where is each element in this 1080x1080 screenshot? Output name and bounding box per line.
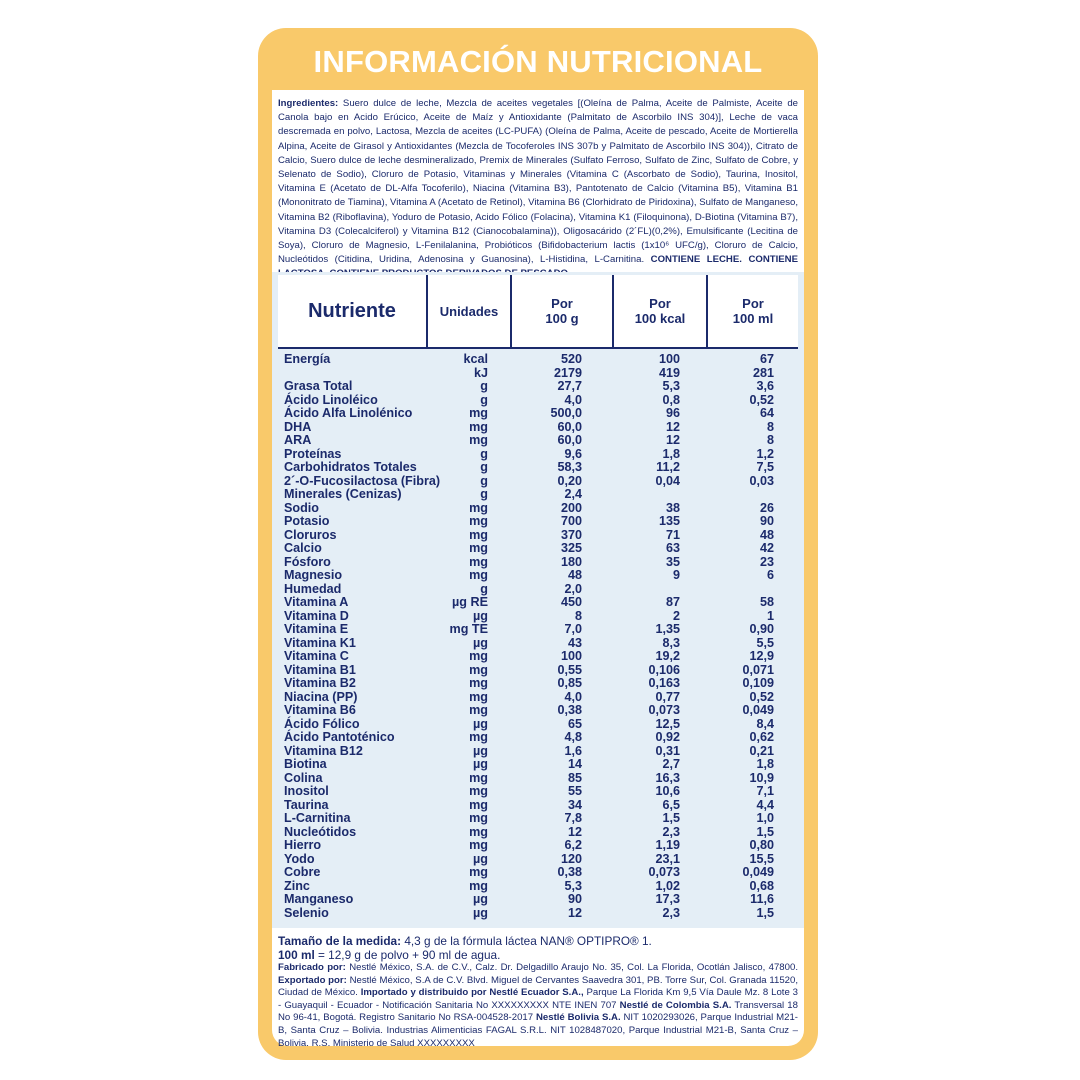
value-per-100ml: 90 xyxy=(759,514,774,528)
value-per-100ml: 42 xyxy=(759,541,774,555)
value-per-100g: 120 xyxy=(560,851,582,866)
header-per-100ml-line2: 100 ml xyxy=(732,311,774,326)
value-per-100kcal: 35 xyxy=(665,554,680,569)
table-row xyxy=(278,880,798,894)
table-row xyxy=(278,569,798,583)
nutrient-name: Cobre xyxy=(284,865,321,879)
value-per-100ml: 0,68 xyxy=(749,878,774,893)
unit-cell: µg xyxy=(473,892,488,906)
value-per-100kcal: 87 xyxy=(665,595,680,609)
colombia-text: Transversal 18 No 96-41, Bogotá. Registro Sanitario No RSA-004528-2017 xyxy=(278,999,798,1024)
table-row xyxy=(278,785,798,799)
preparation-line xyxy=(278,948,798,962)
value-per-100ml: 12,9 xyxy=(749,649,774,663)
page-title: INFORMACIÓN NUTRICIONAL xyxy=(313,44,763,79)
unit-cell: mg xyxy=(469,878,488,893)
table-row xyxy=(278,637,798,651)
table-row xyxy=(278,596,798,610)
value-per-100ml: 7,5 xyxy=(756,460,774,474)
value-per-100ml: 58 xyxy=(759,595,774,609)
nutrient-name: Vitamina B6 xyxy=(284,703,356,717)
table-row xyxy=(278,772,798,786)
nutrient-name: Selenio xyxy=(284,905,329,920)
header-nutrient: Nutriente xyxy=(308,299,396,322)
value-per-100kcal: 8,3 xyxy=(662,635,680,650)
table-row xyxy=(278,610,798,624)
unit-cell: mg xyxy=(469,838,488,852)
unit-cell: kcal xyxy=(463,352,488,366)
header-per-100kcal-line1: Por xyxy=(649,296,671,311)
unit-cell: mg xyxy=(469,662,488,677)
nutrient-name: Vitamina K1 xyxy=(284,635,356,650)
nutrient-name: Nucleótidos xyxy=(284,824,357,839)
header-units: Unidades xyxy=(439,303,499,319)
nutrient-name: Grasa Total xyxy=(284,379,353,393)
unit-cell: g xyxy=(480,581,488,596)
value-per-100g: 370 xyxy=(560,527,582,542)
table-row xyxy=(278,488,798,502)
serving-size-label: Tamaño de la medida: xyxy=(278,934,402,948)
value-per-100ml: 1,2 xyxy=(756,446,774,461)
value-per-100kcal: 419 xyxy=(658,365,680,380)
nutrient-name: Magnesio xyxy=(284,568,343,582)
imported-by-text: Parque La Florida Km 9,5 Vía Daule Mz. 8 Lote 3 - Guayaquil - Ecuador - Notificación Sanitaria No XXXXXXXXX NTE INEN 707 xyxy=(278,987,798,1011)
made-by-text: Nestlé México, S.A. de C.V., Calz. Dr. Delgadillo Araujo No. 35, Col. La Florida, Ocotlán Jalisco, 47800. xyxy=(349,962,798,973)
value-per-100g: 700 xyxy=(560,514,582,528)
value-per-100ml: 0,049 xyxy=(742,703,774,717)
table-row xyxy=(278,448,798,462)
value-per-100ml: 0,049 xyxy=(742,865,774,879)
value-per-100g: 325 xyxy=(560,541,582,555)
table-row xyxy=(278,866,798,880)
unit-cell: mg xyxy=(469,433,488,447)
table-row xyxy=(278,826,798,840)
unit-cell: mg xyxy=(469,527,488,542)
table-row xyxy=(278,650,798,664)
nutrient-name: Carbohidratos Totales xyxy=(284,460,417,474)
unit-cell: mg TE xyxy=(449,622,488,636)
value-per-100kcal: 5,3 xyxy=(662,379,680,393)
nutrient-name: Fósforo xyxy=(284,554,331,569)
table-row xyxy=(278,718,798,732)
value-per-100kcal: 63 xyxy=(665,541,680,555)
value-per-100ml: 1,5 xyxy=(756,905,774,920)
table-row xyxy=(278,853,798,867)
value-per-100g: 0,85 xyxy=(557,676,582,690)
table-row xyxy=(278,421,798,435)
unit-cell: µg xyxy=(473,716,488,731)
unit-cell: g xyxy=(480,473,488,488)
table-row xyxy=(278,691,798,705)
value-per-100kcal: 0,8 xyxy=(662,392,680,407)
value-per-100ml: 23 xyxy=(759,554,774,569)
ingredients-label: Ingredientes: xyxy=(278,98,339,109)
value-per-100kcal: 12 xyxy=(665,433,680,447)
value-per-100kcal: 0,92 xyxy=(655,730,680,744)
nutrient-name: L-Carnitina xyxy=(284,811,351,825)
value-per-100g: 500,0 xyxy=(550,406,582,420)
value-per-100g: 90 xyxy=(567,892,582,906)
value-per-100ml: 281 xyxy=(752,365,774,380)
value-per-100g: 34 xyxy=(567,797,582,812)
value-per-100kcal: 2 xyxy=(672,608,680,623)
unit-cell: µg xyxy=(473,757,488,771)
serving-size-line xyxy=(278,934,798,948)
nutrient-name: Zinc xyxy=(284,878,310,893)
unit-cell: mg xyxy=(469,784,488,798)
table-row xyxy=(278,812,798,826)
value-per-100g: 0,20 xyxy=(557,473,582,488)
unit-cell: mg xyxy=(469,649,488,663)
value-per-100kcal: 2,7 xyxy=(662,757,680,771)
value-per-100kcal: 23,1 xyxy=(655,851,680,866)
value-per-100ml: 10,9 xyxy=(749,770,774,785)
nutrient-name: Humedad xyxy=(284,581,342,596)
unit-cell: mg xyxy=(469,554,488,569)
header-per-100kcal xyxy=(614,275,706,347)
value-per-100kcal: 38 xyxy=(665,500,680,515)
value-per-100g: 4,0 xyxy=(564,689,582,704)
unit-cell: mg xyxy=(469,541,488,555)
value-per-100g: 200 xyxy=(560,500,582,515)
table-row xyxy=(278,394,798,408)
nutrient-name: DHA xyxy=(284,419,312,434)
value-per-100g: 4,0 xyxy=(564,392,582,407)
value-per-100kcal: 16,3 xyxy=(655,770,680,785)
value-per-100kcal: 0,073 xyxy=(648,865,680,879)
table-header xyxy=(278,275,798,349)
value-per-100g: 60,0 xyxy=(557,419,582,434)
value-per-100g: 5,3 xyxy=(564,878,582,893)
table-row xyxy=(278,704,798,718)
unit-cell: mg xyxy=(469,419,488,434)
value-per-100g: 7,8 xyxy=(564,811,582,825)
allergen-statement: CONTIENE LECHE. CONTIENE xyxy=(650,254,799,266)
value-per-100ml: 0,03 xyxy=(749,473,774,488)
unit-cell: mg xyxy=(469,568,488,582)
value-per-100kcal: 19,2 xyxy=(655,649,680,663)
imported-by-label: Importado y distribuido por Nestlé Ecuador S.A., xyxy=(360,987,584,999)
value-per-100g: 4,8 xyxy=(564,730,582,744)
value-per-100g: 2,4 xyxy=(564,487,582,501)
table-row xyxy=(278,380,798,394)
value-per-100ml: 8,4 xyxy=(756,716,774,731)
made-by-label: Fabricado por: xyxy=(278,962,346,973)
unit-cell: mg xyxy=(469,500,488,515)
value-per-100kcal: 0,073 xyxy=(648,703,680,717)
value-per-100kcal: 0,163 xyxy=(648,676,680,690)
nutrient-name: Yodo xyxy=(284,851,315,866)
value-per-100kcal: 71 xyxy=(665,527,680,542)
nutrient-name: Ácido Linoléico xyxy=(284,392,378,407)
value-per-100g: 1,6 xyxy=(564,743,582,758)
nutrient-name: Vitamina E xyxy=(284,622,349,636)
value-per-100kcal: 2,3 xyxy=(662,824,680,839)
value-per-100g: 14 xyxy=(567,757,582,771)
footer-block xyxy=(278,934,798,1050)
value-per-100kcal: 0,04 xyxy=(655,473,680,488)
value-per-100g: 12 xyxy=(567,905,582,920)
value-per-100ml: 0,80 xyxy=(749,838,774,852)
nutrient-name: Cloruros xyxy=(284,527,337,542)
value-per-100ml: 5,5 xyxy=(756,635,774,650)
value-per-100g: 100 xyxy=(560,649,582,663)
value-per-100g: 0,38 xyxy=(557,703,582,717)
unit-cell: mg xyxy=(469,676,488,690)
nutrient-name: 2´-O-Fucosilactosa (Fibra) xyxy=(284,473,441,488)
exported-by-text: Nestlé México, S.A de C.V. Blvd. Miguel de Cervantes Saavedra 301, PB. Torre Sur, Col. Granada 11520, Ciudad de México. xyxy=(278,974,798,999)
value-per-100kcal: 12 xyxy=(665,419,680,434)
unit-cell: g xyxy=(480,487,488,501)
value-per-100kcal: 0,77 xyxy=(655,689,680,704)
value-per-100ml: 1,5 xyxy=(756,824,774,839)
nutrient-name: Biotina xyxy=(284,757,327,771)
value-per-100ml: 1 xyxy=(766,608,774,623)
value-per-100kcal: 1,19 xyxy=(655,838,680,852)
nutrient-name: Ácido Alfa Linolénico xyxy=(284,406,413,420)
value-per-100ml: 0,62 xyxy=(749,730,774,744)
value-per-100kcal: 96 xyxy=(665,406,680,420)
value-per-100ml: 1,8 xyxy=(756,757,774,771)
header-per-100ml-line1: Por xyxy=(742,296,764,311)
table-row xyxy=(278,502,798,516)
value-per-100g: 0,55 xyxy=(557,662,582,677)
header-per-100g xyxy=(512,275,612,347)
unit-cell: g xyxy=(480,392,488,407)
unit-cell: mg xyxy=(469,730,488,744)
nutrient-name: Ácido Fólico xyxy=(284,716,360,731)
value-per-100kcal: 100 xyxy=(658,352,680,366)
nutrient-name: Proteínas xyxy=(284,446,342,461)
value-per-100ml: 6 xyxy=(766,568,774,582)
value-per-100ml: 1,0 xyxy=(756,811,774,825)
nutrient-name: Inositol xyxy=(284,784,329,798)
table-row xyxy=(278,745,798,759)
value-per-100g: 43 xyxy=(567,635,582,650)
table-row xyxy=(278,434,798,448)
value-per-100kcal: 10,6 xyxy=(655,784,680,798)
nutrient-name: Colina xyxy=(284,770,323,785)
bolivia-text: NIT 1020293026, Parque Industrial M21-B, Santa Cruz – Bolivia. Industrias Alimenticias FAGAL S.R.L. NIT 1028487020, Parque Industrial M21-B, Santa Cruz – Bolivia. R.S. Ministerio de Salud XXXXXXXXX xyxy=(278,1012,799,1049)
value-per-100g: 12 xyxy=(567,824,582,839)
nutrient-name: ARA xyxy=(284,433,312,447)
value-per-100g: 7,0 xyxy=(564,622,582,636)
unit-cell: mg xyxy=(469,703,488,717)
table-row xyxy=(278,731,798,745)
unit-cell: µg RE xyxy=(452,595,488,609)
value-per-100kcal: 135 xyxy=(658,514,680,528)
unit-cell: mg xyxy=(469,824,488,839)
value-per-100kcal: 9 xyxy=(672,568,680,582)
value-per-100kcal: 2,3 xyxy=(662,905,680,920)
nutrient-name: Vitamina B2 xyxy=(284,676,356,690)
nutrient-name: Manganeso xyxy=(284,892,354,906)
value-per-100g: 58,3 xyxy=(557,460,582,474)
exported-by-label: Exportado por: xyxy=(278,974,347,986)
nutrient-name: Hierro xyxy=(284,838,322,852)
value-per-100g: 520 xyxy=(560,352,582,366)
value-per-100kcal: 1,02 xyxy=(655,878,680,893)
value-per-100g: 55 xyxy=(567,784,582,798)
value-per-100ml: 8 xyxy=(766,433,774,447)
nutrient-name: Vitamina D xyxy=(284,608,349,623)
table-row xyxy=(278,623,798,637)
colombia-label: Nestlé de Colombia S.A. xyxy=(619,999,732,1011)
unit-cell: mg xyxy=(469,865,488,879)
unit-cell: kJ xyxy=(473,365,488,380)
ingredients-text: Suero dulce de leche, Mezcla de aceites vegetales [(Oleína de Palma, Aceite de Palmiste, Aceite de Canola bajo en Acido Erúcico, Aceite de Maíz y Antioxidante (Palmitato de Ascorbilo INS 304)], Leche de vaca descremada en polvo, Lactosa, Mezcla de aceites (LC-PUFA) (Oleína de Palma, Aceite de pescado, Aceite de Mortierella Alpina, Aceite de Girasol y Antioxidantes (Mezcla de Tocoferoles INS 307b y Palmitato de Ascorbilo INS 304)), Citrato de Calcio, Suero dulce de leche desmineralizado, Premix de Minerales (Sulfato Ferroso, Sulfato de Zinc, Sulfato de Cobre, y Selenato de Sodio), Cloruro de Potasio, Vitaminas y Minerales (Vitamina C (Ascorbato de Sodio), Taurina, Inositol, Vitamina E (Acetato de DL-Alfa Tocoferilo), Niacina (Vitamina B3), Pantotenato de Calcio (Vitamina B5), Vitamina B1 (Mononitrato de Tiamina), Vitamina A (Acetato de Retinol), Vitamina B6 (Clorhidrato de Piridoxina), Sulfato de Manganeso, Vitamina B2 (Riboflavina), Yoduro de Potasio, Acido Fólico (Folacina), Vitamina K1 (Filoquinona), D-Biotina (Vitamina B7), Vitamina D3 (Colecalciferol) y Vitamina B12 (Cianocobalamina)), Oligosacárido (2´FL)(0,2%), Emulsificante (Lecitina de Soya), Cloruro de Magnesio, L-Fenilalanina, Probióticos (Bifidobacterium lactis (1x10⁶ UFC/g), Cloruro de Calcio, Nucleótidos (Citidina, Uridina, Adenosina y Guanosina), L-Histidina, L-Carnitina. xyxy=(278,98,798,266)
value-per-100kcal: 12,5 xyxy=(655,716,680,731)
header-per-100ml xyxy=(708,275,798,347)
value-per-100ml: 0,52 xyxy=(749,689,774,704)
table-row xyxy=(278,353,798,367)
value-per-100ml: 48 xyxy=(759,527,774,542)
value-per-100g: 27,7 xyxy=(557,379,582,393)
table-row xyxy=(278,893,798,907)
nutrient-name: Sodio xyxy=(284,500,319,515)
value-per-100kcal: 1,5 xyxy=(662,811,680,825)
table-row xyxy=(278,407,798,421)
nutrient-name: Vitamina B1 xyxy=(284,662,356,677)
table-row xyxy=(278,677,798,691)
unit-cell: µg xyxy=(473,743,488,758)
unit-cell: g xyxy=(480,379,488,393)
unit-cell: µg xyxy=(473,635,488,650)
value-per-100g: 85 xyxy=(567,770,582,785)
table-row xyxy=(278,907,798,921)
table-row xyxy=(278,758,798,772)
nutrient-name: Vitamina C xyxy=(284,649,349,663)
nutrient-name: Niacina (PP) xyxy=(284,689,358,704)
table-row xyxy=(278,839,798,853)
value-per-100ml: 7,1 xyxy=(756,784,774,798)
preparation-label: 100 ml xyxy=(278,948,315,962)
value-per-100ml: 64 xyxy=(759,406,774,420)
value-per-100kcal: 1,8 xyxy=(662,446,680,461)
unit-cell: mg xyxy=(469,797,488,812)
header-per-100kcal-line2: 100 kcal xyxy=(634,311,686,326)
nutrient-name: Vitamina B12 xyxy=(284,743,363,758)
table-body xyxy=(278,353,798,920)
table-row xyxy=(278,556,798,570)
unit-cell: mg xyxy=(469,514,488,528)
value-per-100g: 8 xyxy=(574,608,582,623)
value-per-100g: 2,0 xyxy=(564,581,582,596)
unit-cell: mg xyxy=(469,406,488,420)
nutrient-name: Vitamina A xyxy=(284,595,349,609)
value-per-100kcal: 1,35 xyxy=(655,622,680,636)
value-per-100g: 2179 xyxy=(553,365,582,380)
unit-cell: g xyxy=(480,446,488,461)
table-row xyxy=(278,542,798,556)
nutrient-name: Calcio xyxy=(284,541,322,555)
nutrient-name: Minerales (Cenizas) xyxy=(284,487,402,501)
nutrient-name: Taurina xyxy=(284,797,329,812)
serving-size-text: 4,3 g de la fórmula láctea NAN® OPTIPRO® 1. xyxy=(404,934,652,948)
table-row xyxy=(278,529,798,543)
value-per-100g: 65 xyxy=(567,716,582,731)
table-row xyxy=(278,583,798,597)
manufacturer-info xyxy=(278,962,798,1050)
value-per-100kcal: 0,106 xyxy=(648,662,680,677)
unit-cell: µg xyxy=(473,608,488,623)
table-row xyxy=(278,367,798,381)
nutrient-name: Energía xyxy=(284,352,331,366)
value-per-100ml: 26 xyxy=(759,500,774,515)
ingredients-block xyxy=(278,97,798,282)
value-per-100g: 60,0 xyxy=(557,433,582,447)
value-per-100g: 9,6 xyxy=(564,446,582,461)
nutrient-name: Potasio xyxy=(284,514,330,528)
value-per-100ml: 11,6 xyxy=(750,892,774,906)
value-per-100g: 180 xyxy=(560,554,582,569)
table-row xyxy=(278,799,798,813)
unit-cell: mg xyxy=(469,811,488,825)
value-per-100ml: 67 xyxy=(759,352,774,366)
value-per-100ml: 0,21 xyxy=(749,743,774,758)
unit-cell: g xyxy=(480,460,488,474)
preparation-text: = 12,9 g de polvo + 90 ml de agua. xyxy=(318,948,501,962)
value-per-100kcal: 0,31 xyxy=(655,743,680,758)
header-per-100g-line2: 100 g xyxy=(545,311,579,326)
unit-cell: µg xyxy=(473,851,488,866)
value-per-100ml: 8 xyxy=(766,419,774,434)
value-per-100g: 48 xyxy=(567,568,582,582)
table-row xyxy=(278,515,798,529)
table-row xyxy=(278,664,798,678)
value-per-100ml: 15,5 xyxy=(749,851,774,866)
value-per-100kcal: 17,3 xyxy=(655,892,680,906)
value-per-100g: 450 xyxy=(560,595,582,609)
value-per-100ml: 0,109 xyxy=(742,676,774,690)
value-per-100g: 6,2 xyxy=(564,838,582,852)
unit-cell: mg xyxy=(469,689,488,704)
value-per-100ml: 4,4 xyxy=(756,797,774,812)
nutrient-name: Ácido Pantoténico xyxy=(284,730,395,744)
value-per-100ml: 0,90 xyxy=(749,622,774,636)
table-row xyxy=(278,475,798,489)
value-per-100ml: 0,071 xyxy=(742,662,774,677)
header-per-100g-line1: Por xyxy=(551,296,573,311)
value-per-100ml: 0,52 xyxy=(749,392,774,407)
unit-cell: mg xyxy=(469,770,488,785)
value-per-100kcal: 6,5 xyxy=(662,797,680,812)
unit-cell: µg xyxy=(473,905,488,920)
value-per-100g: 0,38 xyxy=(557,865,582,879)
value-per-100kcal: 11,2 xyxy=(656,460,680,474)
value-per-100ml: 3,6 xyxy=(756,379,774,393)
table-row xyxy=(278,461,798,475)
bolivia-label: Nestlé Bolivia S.A. xyxy=(535,1012,621,1024)
